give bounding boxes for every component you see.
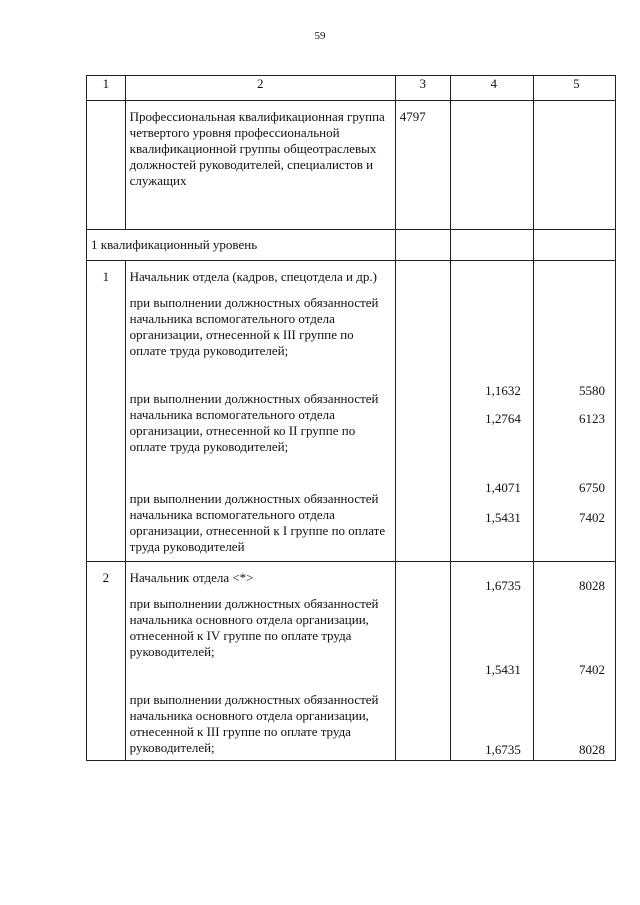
level-cell-5 [533, 230, 615, 261]
header-col-3: 3 [395, 76, 450, 101]
row1-item2-text: при выполнении должностных обязанностей начальника вспомогательного отдела организации, отнесенной ко II группе по оплате труда руководителей; [129, 391, 379, 454]
row2-salary-cell [533, 562, 615, 761]
row2-title: Начальник отдела <*> [129, 570, 254, 585]
row2-coef-cell [450, 562, 533, 761]
table-header-row [87, 76, 616, 101]
group-coef-cell [450, 101, 533, 230]
row1-coef-1: 1,1632 [485, 383, 521, 398]
group-salary-cell [533, 101, 615, 230]
row2-item2-text: при выполнении должностных обязанностей начальника основного отдела организации, отнесенной к III группе по оплате труда руководителей; [129, 692, 379, 755]
group-name: Профессиональная квалификационная группа четвертого уровня профессиональной квалификационной группы общеотраслевых должностей руководителей, специалистов и служащих [125, 101, 395, 230]
salary-table [86, 75, 616, 761]
row2-salary-2: 8028 [579, 742, 605, 757]
row1-salary-2: 6123 [579, 411, 605, 426]
header-col-1: 1 [87, 76, 126, 101]
row1-coef-3: 1,4071 [485, 480, 521, 495]
page-number: 59 [314, 30, 326, 42]
row1-item3-text: при выполнении должностных обязанностей начальника вспомогательного отдела организации, отнесенной к I группе по оплате труда руководителей [129, 491, 386, 554]
level-row [87, 230, 616, 261]
row1-salary-5: 8028 [579, 578, 605, 593]
row1-salary-3: 6750 [579, 480, 605, 495]
row1-coef-2: 1,2764 [485, 411, 521, 426]
row1-salary-4: 7402 [579, 510, 605, 525]
row1-coef-5: 1,6735 [485, 578, 521, 593]
level-cell-4 [450, 230, 533, 261]
table-row [87, 261, 616, 562]
row1-coef-4: 1,5431 [485, 510, 521, 525]
group-base-salary: 4797 [395, 101, 450, 230]
row1-item1-text: при выполнении должностных обязанностей начальника вспомогательного отдела организации, отнесенной к III группе по оплате труда руководителей; [129, 295, 379, 358]
header-col-5: 5 [533, 76, 615, 101]
header-col-4: 4 [450, 76, 533, 101]
row1-cell-3 [395, 261, 450, 562]
level-label: 1 квалификационный уровень [87, 230, 396, 261]
row2-coef-1: 1,5431 [485, 662, 521, 677]
row1-salary-cell [533, 261, 615, 593]
group-num-cell [87, 101, 126, 230]
row2-coef-2: 1,6735 [485, 742, 521, 757]
row1-title: Начальник отдела (кадров, спецотдела и др.) [129, 269, 377, 284]
level-cell-3 [395, 230, 450, 261]
row2-text [125, 562, 395, 761]
row1-num: 1 [87, 261, 126, 562]
row2-item1-text: при выполнении должностных обязанностей начальника основного отдела организации, отнесенной к IV группе по оплате труда руководителей; [129, 596, 379, 659]
row2-num: 2 [87, 562, 126, 761]
group-row [87, 101, 616, 230]
row2-cell-3 [395, 562, 450, 761]
row1-salary-1: 5580 [579, 383, 605, 398]
row1-text [125, 261, 395, 562]
row1-coef-cell [450, 261, 533, 593]
header-col-2: 2 [125, 76, 395, 101]
row2-salary-1: 7402 [579, 662, 605, 677]
table-row [87, 562, 616, 761]
